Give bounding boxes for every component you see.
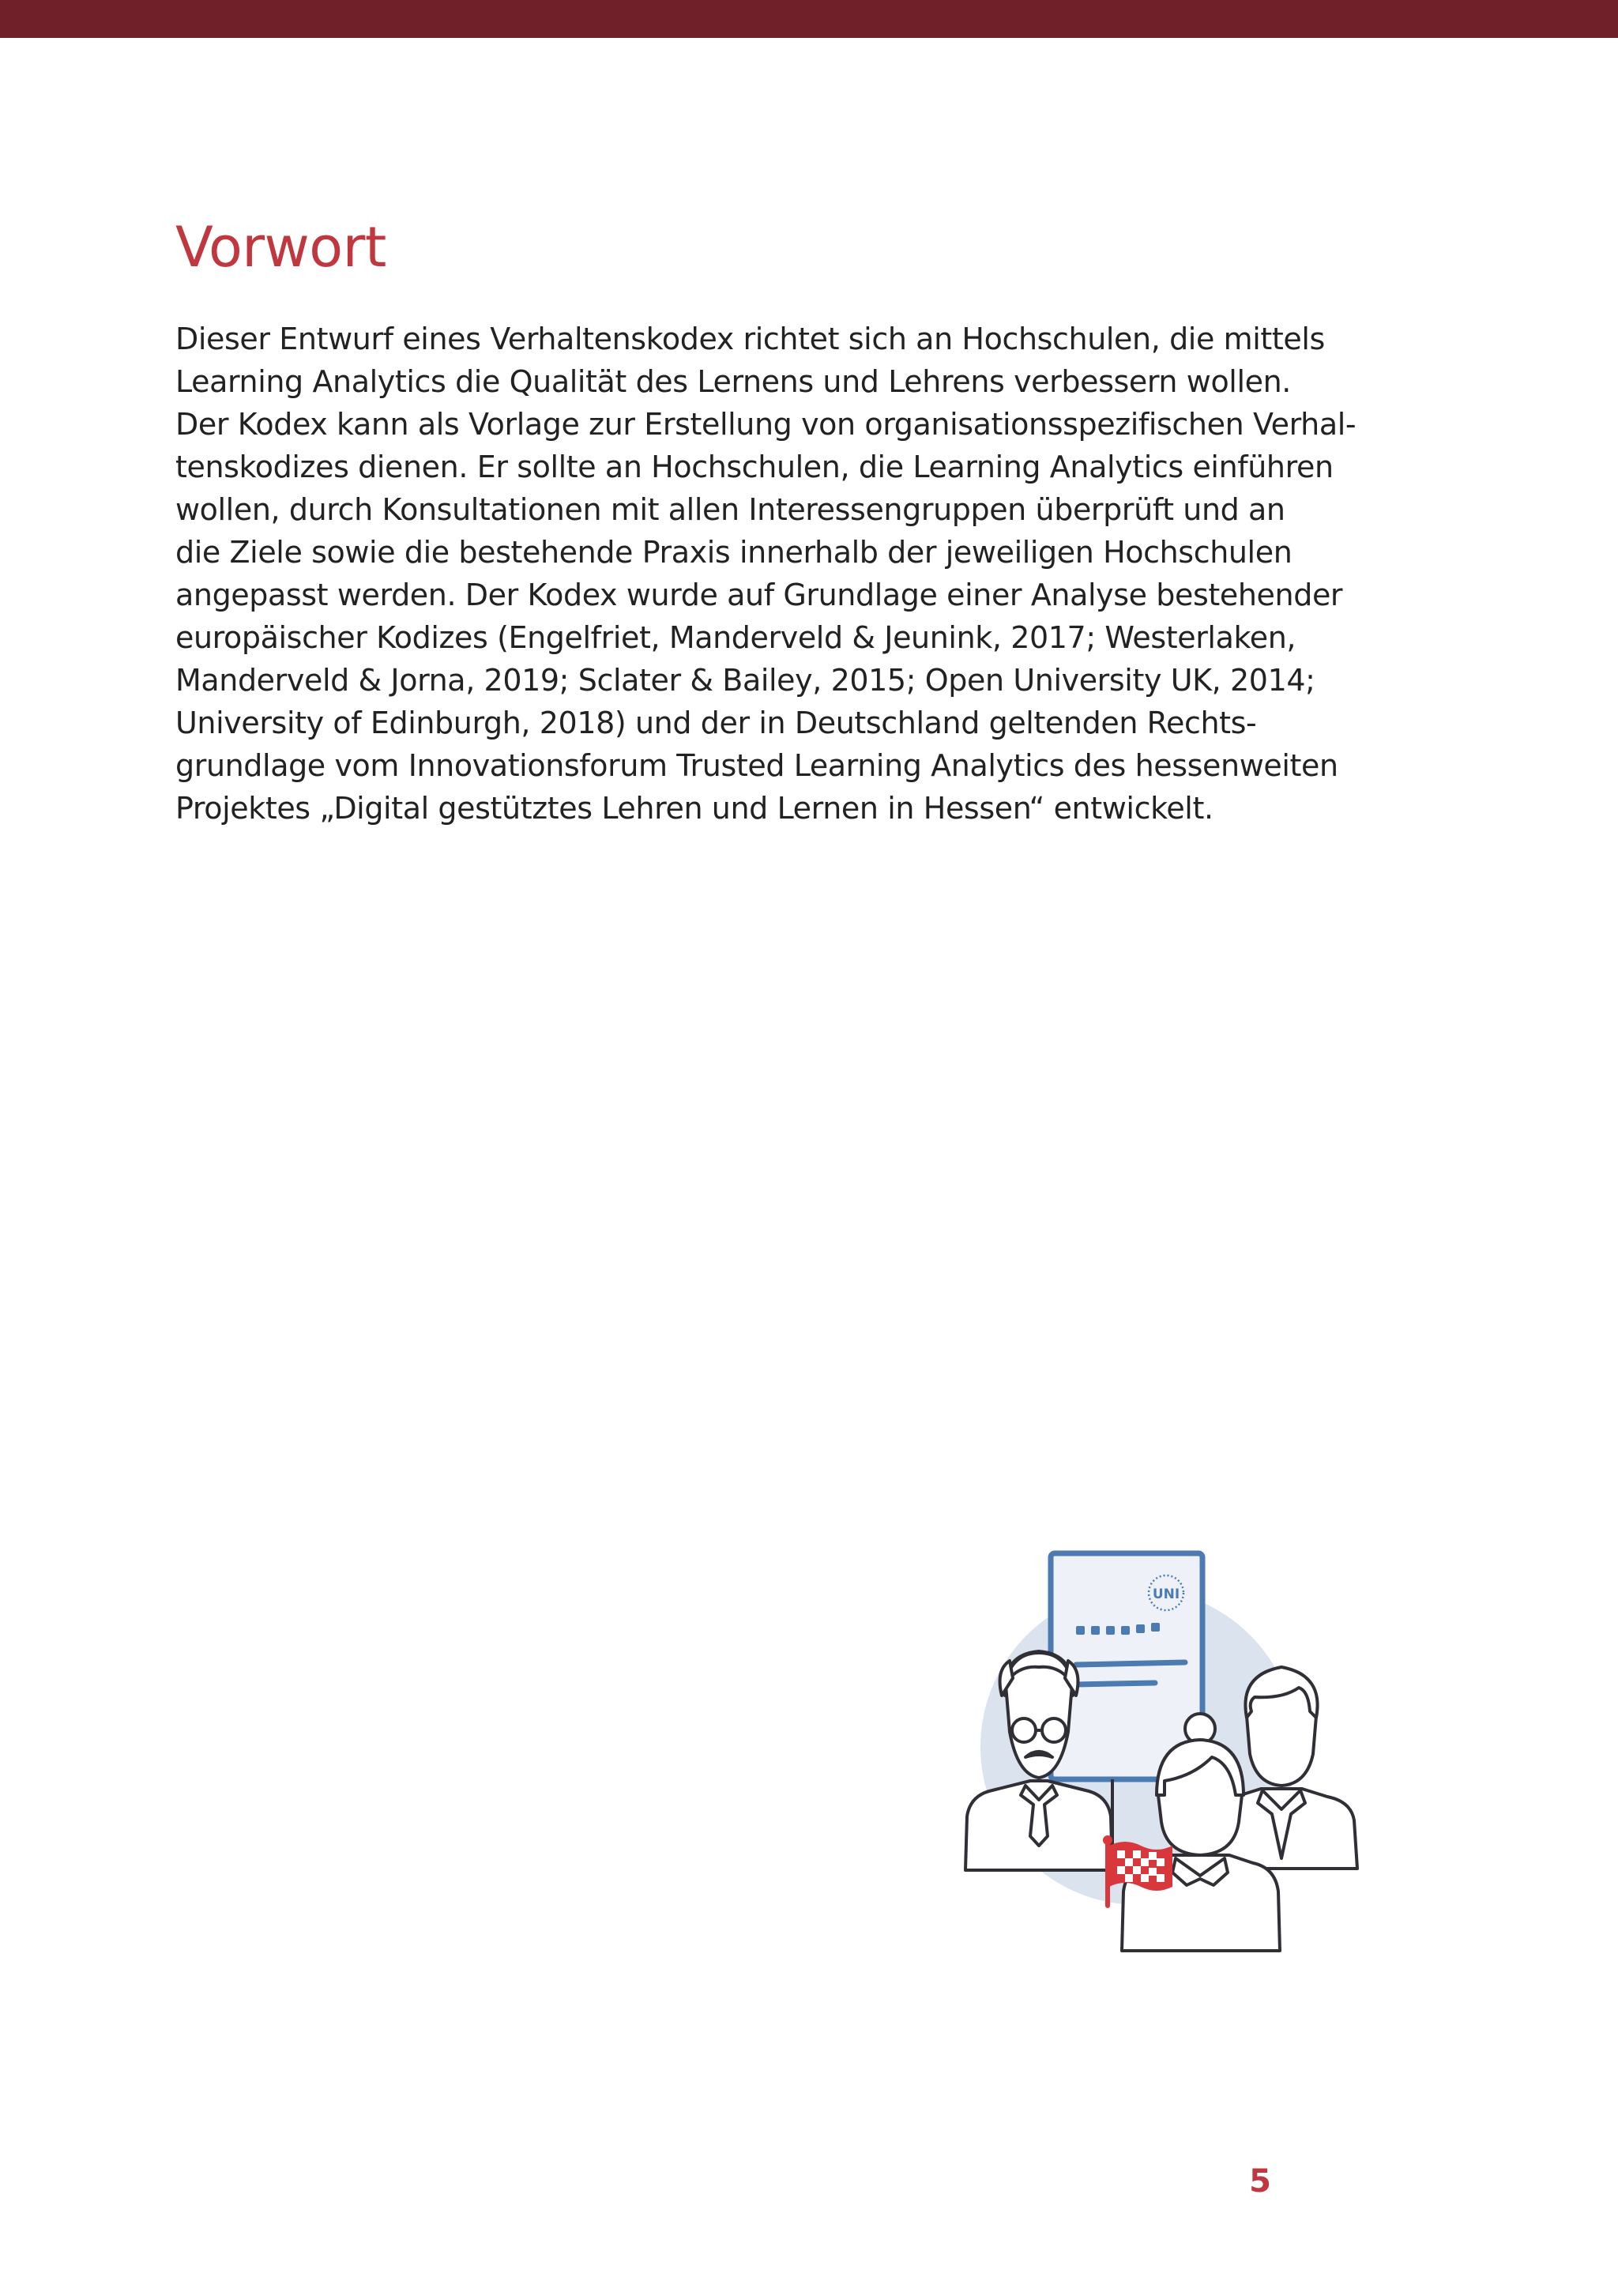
body-line: angepasst werden. Der Kodex wurde auf Grundlage einer Analyse bestehender: [175, 578, 1343, 612]
page-title: Vorwort: [175, 215, 386, 280]
body-line: Manderveld & Jorna, 2019; Sclater & Bailey, 2015; Open University UK, 2014;: [175, 663, 1315, 698]
body-line: europäischer Kodizes (Engelfriet, Manderveld & Jeunink, 2017; Westerlaken,: [175, 620, 1296, 655]
body-line: Dieser Entwurf eines Verhaltenskodex richtet sich an Hochschulen, die mittels: [175, 322, 1325, 356]
body-line: Learning Analytics die Qualität des Lernens und Lehrens verbessern wollen.: [175, 364, 1291, 399]
body-paragraph: [175, 318, 1356, 830]
header-bar: [0, 0, 1618, 38]
university-group-illustration: [962, 1544, 1379, 1955]
body-line: Der Kodex kann als Vorlage zur Erstellung von organisationsspezifischen Verhal-: [175, 407, 1356, 442]
body-line: grundlage vom Innovationsforum Trusted Learning Analytics des hessenweiten: [175, 748, 1338, 783]
body-line: Projektes „Digital gestütztes Lehren und Lernen in Hessen“ entwickelt.: [175, 791, 1214, 826]
uni-logo-text: UNI: [1152, 1586, 1180, 1602]
body-line: die Ziele sowie die bestehende Praxis innerhalb der jeweiligen Hochschulen: [175, 535, 1293, 570]
body-line: tenskodizes dienen. Er sollte an Hochschulen, die Learning Analytics einführen: [175, 450, 1334, 484]
body-line: wollen, durch Konsultationen mit allen Interessengruppen überprüft und an: [175, 492, 1285, 527]
page-number: 5: [1249, 2163, 1271, 2200]
body-line: University of Edinburgh, 2018) und der in Deutschland geltenden Rechts-: [175, 706, 1257, 740]
